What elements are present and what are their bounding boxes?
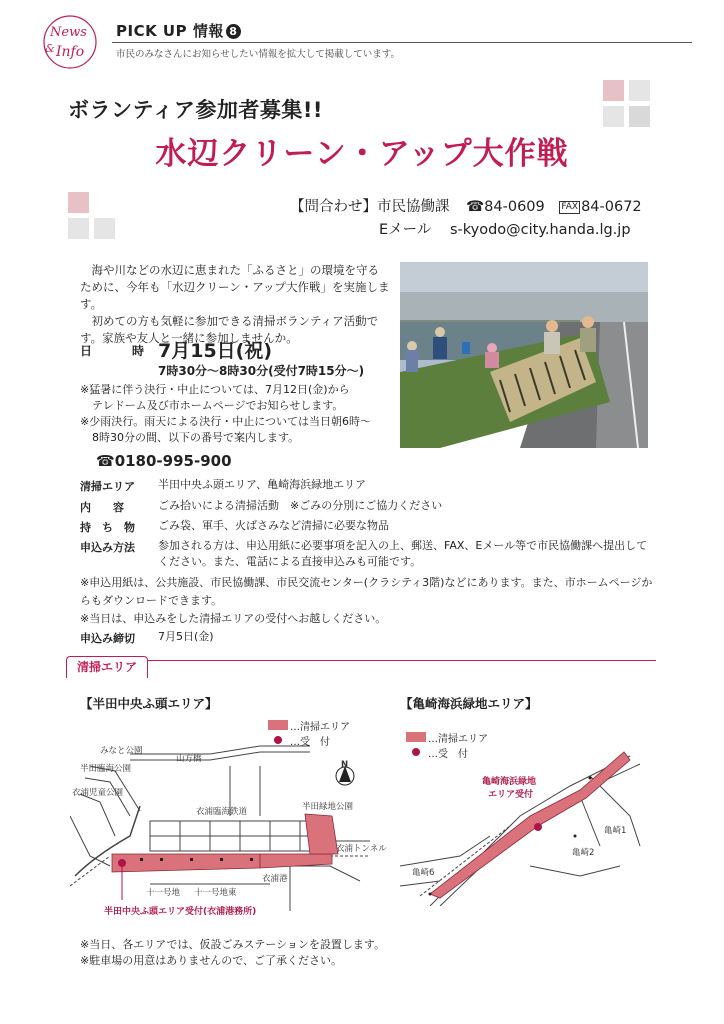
map1-reception-label: 半田中央ふ頭エリア受付(衣浦港務所): [104, 907, 257, 917]
map-label: 亀崎2: [572, 848, 595, 858]
detail-value: ごみ袋、軍手、火ばさみなど清掃に必要な物品: [158, 519, 389, 532]
date-label: 日 時: [80, 344, 144, 358]
page-title: 水辺クリーン・アップ大作戦: [155, 136, 569, 172]
contact-fax: 84-0672: [581, 199, 642, 215]
news-info-logo: [40, 14, 104, 70]
map1-title: 【半田中央ふ頭エリア】: [80, 696, 218, 711]
contact-dept: 市民協働課: [377, 199, 450, 215]
map2-reception-label: 亀崎海浜緑地: [482, 777, 537, 787]
kicker-text: ボランティア参加者募集!!: [68, 98, 323, 122]
schedule-note: ※猛暑に伴う決行・中止については、7月12日(金)から: [80, 383, 350, 396]
schedule-notes: [80, 382, 371, 446]
header-rule: [112, 42, 692, 43]
deadline-label: 申込み締切: [80, 632, 135, 645]
event-time: 7時30分～8時30分(受付7時15分～): [158, 364, 365, 378]
footer-note: ※当日、各エリアでは、仮設ごみステーションを設置します。: [80, 938, 386, 951]
deadline-value: 7月5日(金): [158, 630, 214, 643]
section-divider: [66, 660, 656, 661]
event-date: 7月15日(祝): [158, 340, 273, 362]
contact-tel: 84-0609: [484, 199, 545, 215]
info-phone: ☎0180-995-900: [96, 452, 232, 470]
map2-legend: …清掃エリア …受 付: [406, 730, 488, 760]
section-tab-cleaning-area: 清掃エリア: [66, 656, 148, 678]
svg-text:Info: Info: [56, 44, 85, 60]
map-label: 半田緑地公園: [302, 802, 354, 812]
fax-icon: FAX: [561, 202, 579, 212]
detail-value: ごみ拾いによる清掃活動 ※ごみの分別にご協力ください: [158, 499, 443, 512]
map-label: 十一号地: [146, 888, 181, 898]
compass-north: N: [341, 760, 349, 770]
contact-label: 【問合わせ】: [290, 199, 377, 215]
map1-legend: …清掃エリア …受 付: [268, 718, 350, 748]
intro-paragraph-1: 海や川などの水辺に恵まれた「ふるさと」の環境を守るために、今年も「水辺クリーン・アップ大作戦」を実施します。: [80, 263, 390, 311]
map-label: 半田臨海公園: [80, 764, 132, 774]
detail-value: 参加される方は、申込用紙に必要事項を記入の上、郵送、FAX、Eメール等で市民協働課へ提出してください。また、電話による直接申込みも可能です。: [158, 539, 648, 568]
detail-label: 申込み方法: [80, 541, 135, 554]
map2-reception-label: エリア受付: [488, 790, 534, 800]
map-label: みなと公園: [100, 746, 143, 756]
email-label: Eメール: [379, 222, 432, 238]
map-label: 衣浦臨海鉄道: [196, 807, 248, 817]
schedule-note: テレドーム及び市ホームページでお知らせします。: [92, 399, 344, 412]
application-note: ※当日は、申込みをした清掃エリアの受付へお越しください。: [80, 612, 387, 625]
footer-note: ※駐車場の用意はありませんので、ご了承ください。: [80, 954, 342, 967]
detail-value: 半田中央ふ頭エリア、亀崎海浜緑地エリア: [158, 478, 367, 491]
map-label: 亀崎1: [604, 826, 627, 836]
header-title: PICK UP 情報 8: [116, 20, 241, 41]
header-subtitle: 市民のみなさんにお知らせしたい情報を拡大して掲載しています。: [116, 49, 400, 60]
schedule-note: 8時30分の間、以下の番号で案内します。: [92, 431, 300, 444]
detail-label: 清掃エリア: [80, 480, 135, 493]
contact-line: [290, 195, 642, 216]
map2-title: 【亀崎海浜緑地エリア】: [400, 696, 538, 711]
application-notes: [80, 574, 660, 628]
map-label: 山方橋: [176, 754, 202, 764]
map-label: 衣浦児童公園: [72, 788, 124, 798]
map-label: 亀崎6: [412, 868, 435, 878]
intro-paragraph-2: 初めての方も気軽に参加できる清掃ボランティア活動です。家族や友人と一緒に参加しませんか。: [80, 314, 379, 345]
email-address[interactable]: s-kyodo@city.handa.lg.jp: [449, 222, 631, 238]
volunteer-photo: [400, 262, 648, 448]
detail-label: 内 容: [80, 501, 124, 514]
map-label: 十一号地東: [194, 888, 237, 898]
detail-label: 持 ち 物: [80, 521, 135, 534]
application-note: ※申込用紙は、公共施設、市民協働課、市民交流センター(クラシティ3階)などにあります。また、市ホームページからもダウンロードできます。: [80, 576, 653, 607]
svg-text:&: &: [45, 42, 55, 55]
schedule-note: ※少雨決行。雨天による決行・中止については当日朝6時～: [80, 415, 371, 428]
map-label: 衣浦トンネル: [336, 844, 387, 854]
phone-icon: ☎: [466, 199, 485, 215]
intro-text: [80, 262, 390, 347]
map-label: 衣浦港: [262, 874, 288, 884]
email-line: [379, 218, 631, 239]
phone-icon: ☎: [96, 452, 115, 470]
svg-text:News: News: [50, 25, 87, 40]
